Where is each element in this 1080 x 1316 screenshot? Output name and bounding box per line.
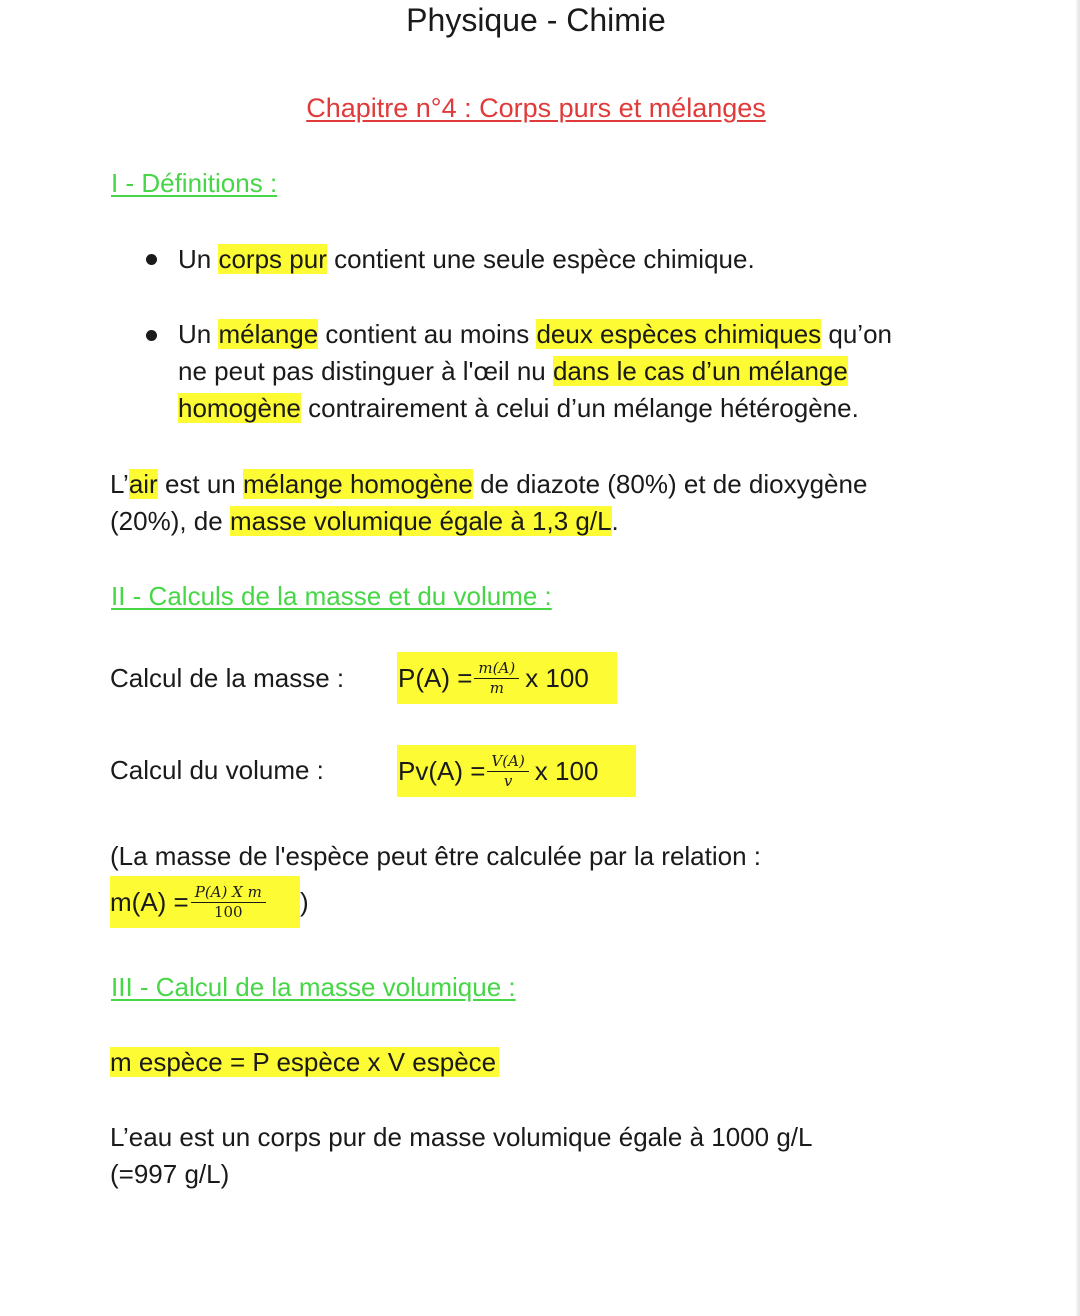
bullet-corps-pur (178, 241, 755, 278)
mass-formula (397, 652, 617, 704)
water-paragraph (110, 1119, 812, 1193)
mass-formula-lhs: P(A) = (398, 662, 473, 693)
section-heading-definitions: I - Définitions : (111, 168, 278, 198)
highlight-masse-volumique: masse volumique égale à 1,3 g/L (229, 506, 612, 536)
water-line-1: L’eau est un corps pur de masse volumique égale à 1000 g/L (110, 1122, 813, 1152)
air-l1e: de diazote (80%) et de dioxygène (472, 469, 868, 499)
bullet2-line-2 (178, 353, 892, 390)
bullet2-l1c: contient au moins (318, 319, 537, 349)
relation-fraction-numerator: P(A) X m (191, 884, 266, 903)
mass-fraction (474, 660, 519, 697)
highlight-air: air (128, 469, 158, 499)
relation-fraction-denominator: 100 (213, 902, 243, 921)
relation-fraction (191, 884, 266, 921)
highlight-deux-especes: deux espèces chimiques (536, 319, 822, 349)
volume-formula-lhs: Pv(A) = (398, 755, 486, 786)
mass-formula-rhs: x 100 (525, 662, 589, 693)
bullet2-l2a: ne peut pas distinguer à l'œil nu (178, 356, 553, 386)
air-l1a: L’ (110, 469, 129, 499)
bullet2-l1a: Un (178, 319, 219, 349)
relation-formula (110, 876, 300, 928)
bullet-dot-1 (146, 254, 157, 265)
bullet1-part-c: contient une seule espèce chimique. (326, 244, 755, 274)
mass-fraction-numerator: m(A) (474, 660, 519, 679)
mass-calc-label: Calcul de la masse : (110, 663, 345, 693)
bullet2-l1e: qu’on (821, 319, 892, 349)
volume-fraction-numerator: V(A) (487, 753, 528, 772)
air-l1c: est un (157, 469, 243, 499)
relation-close-paren: ) (300, 887, 309, 917)
water-line-2: (=997 g/L) (110, 1159, 230, 1189)
air-l2a: (20%), de (110, 506, 230, 536)
volume-formula (397, 745, 636, 797)
bullet-melange (178, 316, 892, 427)
chapter-title: Chapitre n°4 : Corps purs et mélanges (306, 93, 766, 123)
bullet-dot-2 (146, 330, 157, 341)
volume-calc-label: Calcul du volume : (110, 755, 324, 785)
bullet1-part-a: Un (178, 244, 219, 274)
highlight-density-formula: m espèce = P espèce x V espèce (110, 1047, 499, 1077)
volume-fraction-denominator: v (503, 771, 513, 790)
volume-fraction (487, 753, 528, 790)
section-heading-calculs: II - Calculs de la masse et du volume : (111, 581, 552, 611)
section-heading-masse-volumique: III - Calcul de la masse volumique : (111, 972, 516, 1002)
air-line-1 (110, 466, 867, 503)
density-formula (110, 1044, 499, 1081)
highlight-corps-pur: corps pur (218, 244, 327, 274)
air-line-2 (110, 503, 867, 540)
highlight-cas-melange: dans le cas d’un mélange (552, 356, 848, 386)
mass-fraction-denominator: m (489, 678, 504, 697)
highlight-melange: mélange (218, 319, 319, 349)
highlight-homogene: homogène (178, 393, 301, 423)
relation-intro: (La masse de l'espèce peut être calculée par la relation : (110, 841, 762, 871)
bullet2-line-1 (178, 316, 892, 353)
page-edge (1076, 0, 1080, 1316)
air-l2c: . (611, 506, 619, 536)
relation-lhs: m(A) = (110, 886, 189, 917)
air-paragraph (110, 466, 867, 540)
highlight-melange-homogene: mélange homogène (243, 469, 473, 499)
volume-formula-rhs: x 100 (534, 755, 599, 786)
page-title: Physique - Chimie (406, 2, 666, 38)
bullet2-line-3 (178, 390, 892, 427)
bullet2-l3b: contrairement à celui d’un mélange hétérogène. (300, 393, 859, 423)
